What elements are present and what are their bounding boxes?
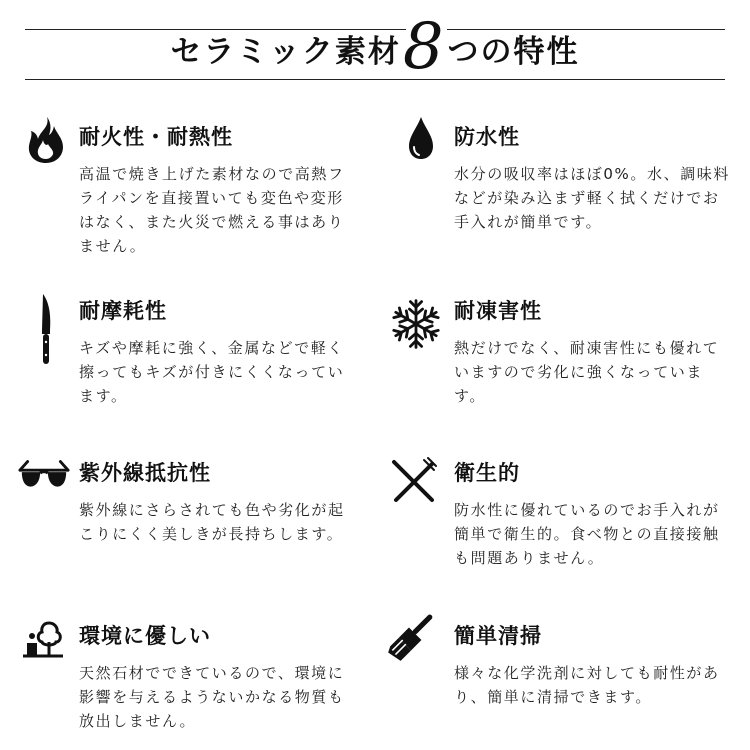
eco-tree-icon: [19, 615, 69, 665]
fork-knife-icon: [388, 456, 438, 506]
feature-title: 紫外線抵抗性: [79, 461, 211, 485]
feature-frost-resistance: [454, 296, 730, 408]
water-drop-icon: [396, 114, 446, 164]
title-suffix: つの特性: [447, 34, 580, 70]
feature-fire-resistance: [79, 122, 354, 258]
snowflake-icon: [388, 296, 438, 346]
feature-description: キズや摩耗に強く、金属などで軽く擦ってもキズが付きにくくなっています。: [79, 339, 345, 405]
feature-title: 耐火性・耐熱性: [79, 125, 233, 149]
feature-description: 様々な化学洗剤に対しても耐性があり、簡単に清掃できます。: [454, 664, 720, 706]
brush-icon: [384, 613, 434, 663]
page-title: [0, 10, 750, 84]
feature-hygienic: [454, 458, 730, 570]
feature-easy-cleaning: [454, 621, 730, 709]
feature-title: 衛生的: [454, 461, 520, 485]
feature-title: 防水性: [454, 125, 520, 149]
sunglasses-icon: [17, 456, 67, 506]
feature-title: 耐凍害性: [454, 299, 542, 323]
flame-icon: [21, 114, 71, 164]
feature-title: 環境に優しい: [79, 624, 211, 648]
feature-description: 水分の吸収率はほぼ0%。水、調味料などが染み込まず軽く拭くだけでお手入れが簡単です。: [454, 165, 730, 231]
feature-uv-resistance: [79, 458, 354, 546]
feature-eco-friendly: [79, 621, 354, 733]
feature-description: 高温で焼き上げた素材なので高熱フライパンを直接置いても変色や変形はなく、また火災で燃える事はありません。: [79, 165, 345, 255]
title-number: 8: [402, 10, 446, 84]
feature-description: 天然石材でできているので、環境に影響を与えるようないかなる物質も放出しません。: [79, 664, 345, 730]
feature-title: 耐摩耗性: [79, 299, 167, 323]
feature-waterproof: [454, 122, 730, 234]
feature-description: 熱だけでなく、耐凍害性にも優れていますので劣化に強くなっています。: [454, 339, 720, 405]
feature-title: 簡単清掃: [454, 624, 542, 648]
feature-description: 防水性に優れているのでお手入れが簡単で衛生的。食べ物との直接接触も問題ありません。: [454, 501, 720, 567]
title-prefix: セラミック素材: [170, 34, 401, 70]
header: [0, 0, 750, 90]
feature-abrasion-resistance: [79, 296, 354, 408]
feature-description: 紫外線にさらされても色や劣化が起こりにくく美しきが長持ちします。: [79, 501, 345, 543]
header-bottom-rule: [25, 79, 725, 80]
knife-icon: [21, 292, 71, 342]
